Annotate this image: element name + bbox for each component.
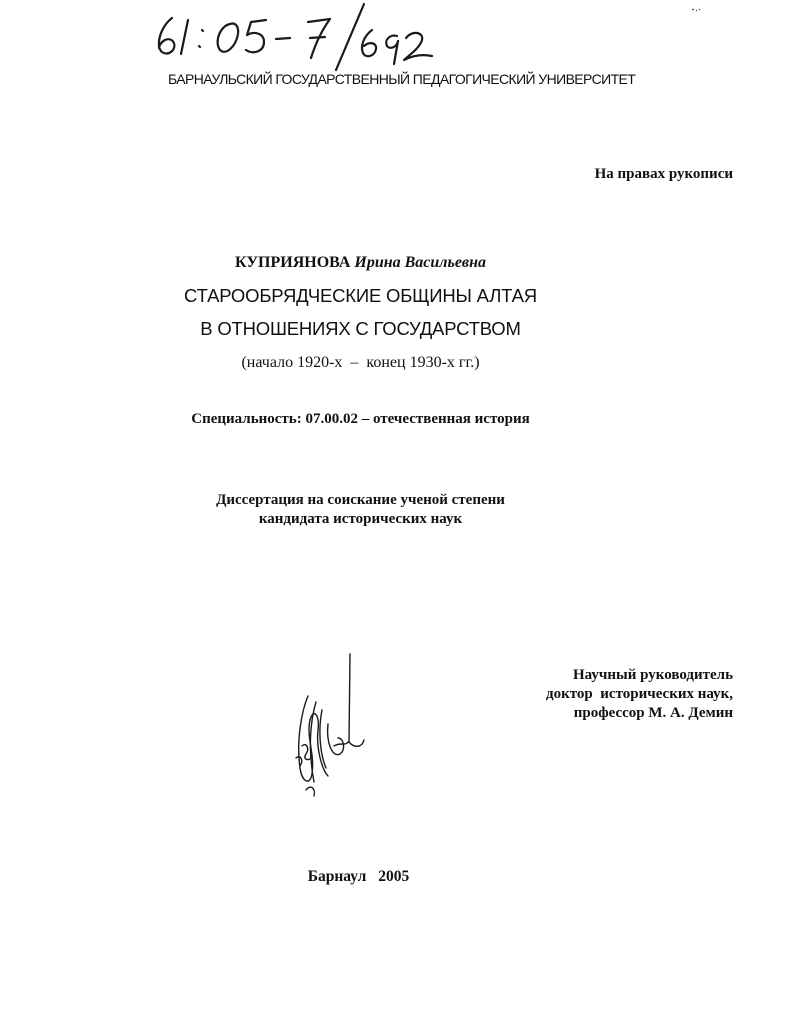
supervisor-line-3: профессор М. А. Демин [573, 705, 733, 721]
supervisor-block [546, 666, 733, 723]
year: 2005 [378, 868, 410, 885]
author-name [0, 254, 756, 272]
handwritten-archive-code [150, 2, 440, 72]
signature [288, 650, 373, 800]
city: Барнаул [307, 868, 367, 885]
stray-mark [691, 7, 701, 13]
city-year [0, 868, 754, 886]
specialty: Специальность: 07.00.02 – отечественная история [191, 411, 530, 427]
author-surname: КУПРИЯНОВА [235, 254, 351, 271]
period: (начало 1920-х – конец 1930-х гг.) [241, 354, 480, 371]
supervisor-line-1: Научный руководитель [573, 667, 733, 683]
dissertation-title-line-2: В ОТНОШЕНИЯХ С ГОСУДАРСТВОМ [200, 318, 521, 339]
dissertation-title-line-1: СТАРООБРЯДЧЕСКИЕ ОБЩИНЫ АЛТАЯ [184, 285, 537, 306]
author-given-names: Ирина Васильевна [354, 254, 486, 271]
degree-statement [0, 491, 756, 529]
degree-statement-line-1: Диссертация на соискание ученой степени [216, 492, 505, 508]
supervisor-line-2: доктор исторических наук, [546, 686, 733, 702]
university-name: БАРНАУЛЬСКИЙ ГОСУДАРСТВЕННЫЙ ПЕДАГОГИЧЕСКИЙ УНИВЕРСИТЕТ [168, 71, 636, 87]
rights-notice: На правах рукописи [594, 166, 733, 182]
degree-statement-line-2: кандидата исторических наук [258, 511, 463, 527]
